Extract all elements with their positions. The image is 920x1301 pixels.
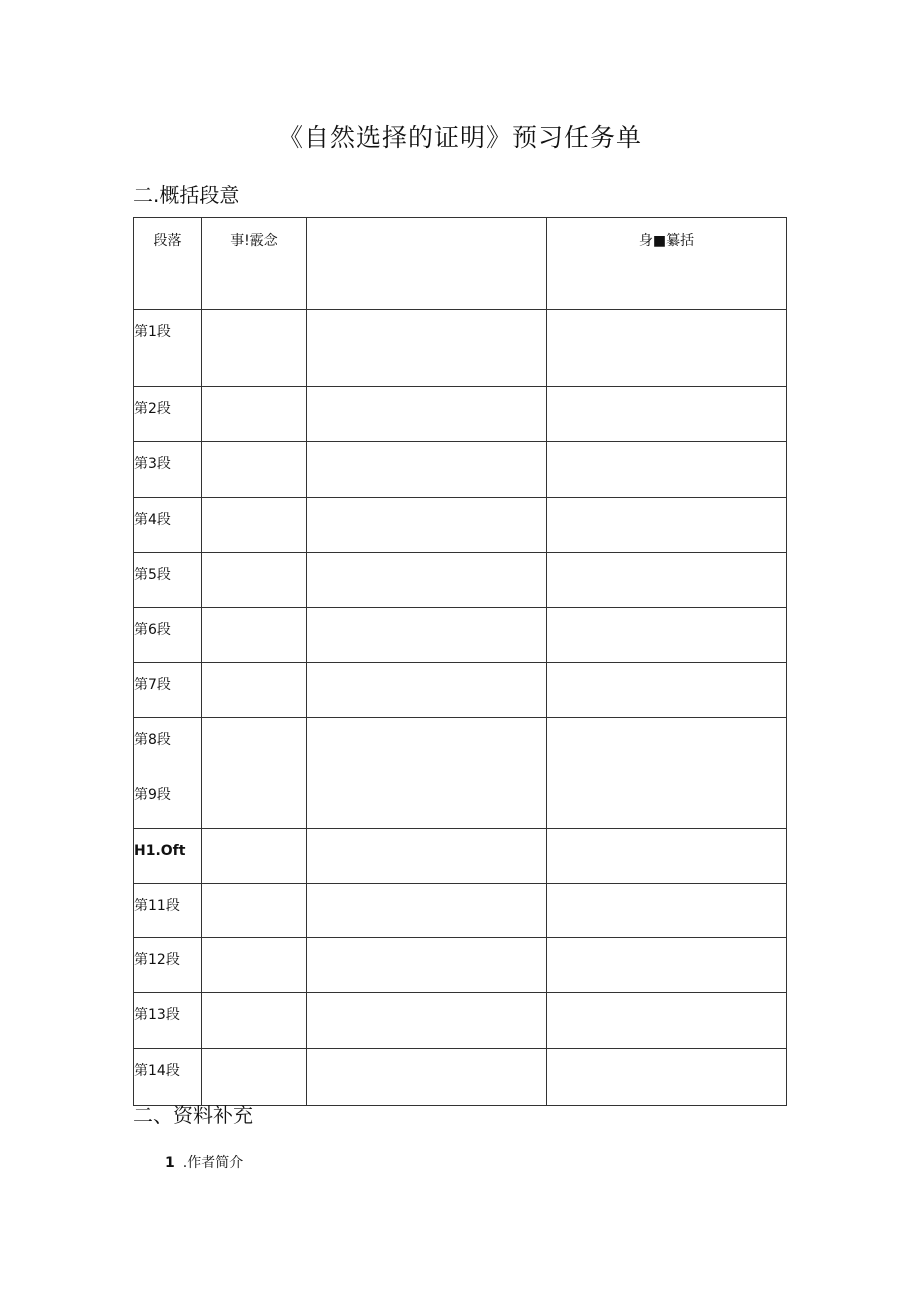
row-label: 第7段	[134, 663, 202, 718]
row-label: 第2段	[134, 387, 202, 442]
header-paragraph: 段落	[134, 218, 202, 310]
row-label: 第13段	[134, 993, 202, 1049]
keyword-cell[interactable]	[202, 387, 307, 442]
keyword-cell[interactable]	[202, 884, 307, 938]
table-row	[134, 829, 787, 884]
keyword-cell[interactable]	[202, 553, 307, 608]
keyword-cell[interactable]	[202, 310, 307, 387]
keyword-cell[interactable]	[202, 938, 307, 993]
table-row	[134, 993, 787, 1049]
summary-cell[interactable]	[547, 993, 787, 1049]
blank-cell[interactable]	[307, 884, 547, 938]
table-row	[134, 608, 787, 663]
summary-cell[interactable]	[547, 829, 787, 884]
table-row	[134, 938, 787, 993]
blank-cell[interactable]	[307, 387, 547, 442]
keyword-cell[interactable]	[202, 1049, 307, 1106]
table-row	[134, 310, 787, 387]
row-label: 第8段	[134, 732, 171, 748]
row-label: 第12段	[134, 938, 202, 993]
table-row	[134, 663, 787, 718]
blank-cell[interactable]	[307, 663, 547, 718]
table-row	[134, 718, 787, 829]
blank-cell[interactable]	[307, 718, 547, 829]
keyword-cell[interactable]	[202, 608, 307, 663]
summary-cell[interactable]	[547, 663, 787, 718]
blank-cell[interactable]	[307, 1049, 547, 1106]
header-keywords: 事!霰念	[202, 218, 307, 310]
header-blank	[307, 218, 547, 310]
summary-cell[interactable]	[547, 608, 787, 663]
page-title: 《自然选择的证明》预习任务单	[277, 123, 642, 152]
blank-cell[interactable]	[307, 829, 547, 884]
keyword-cell[interactable]	[202, 498, 307, 553]
table-row	[134, 1049, 787, 1106]
blank-cell[interactable]	[307, 553, 547, 608]
section-heading-materials: 二、资料补充	[133, 1103, 253, 1127]
summary-cell[interactable]	[547, 498, 787, 553]
summary-cell[interactable]	[547, 310, 787, 387]
summary-cell[interactable]	[547, 387, 787, 442]
row-label: H1.Oft	[134, 829, 202, 884]
keyword-cell[interactable]	[202, 442, 307, 498]
table-row	[134, 553, 787, 608]
table-row	[134, 498, 787, 553]
keyword-cell[interactable]	[202, 993, 307, 1049]
list-item-author-intro	[165, 1152, 243, 1172]
summary-cell[interactable]	[547, 442, 787, 498]
blank-cell[interactable]	[307, 938, 547, 993]
blank-cell[interactable]	[307, 608, 547, 663]
list-item-number: 1	[165, 1155, 175, 1171]
row-label: 第14段	[134, 1049, 202, 1106]
row-label: 第5段	[134, 553, 202, 608]
row-label: 第9段	[134, 787, 171, 803]
summary-cell[interactable]	[547, 938, 787, 993]
summary-cell[interactable]	[547, 553, 787, 608]
table-row	[134, 387, 787, 442]
row-label: 第4段	[134, 498, 202, 553]
row-label: 第6段	[134, 608, 202, 663]
row-label: 第11段	[134, 884, 202, 938]
keyword-cell[interactable]	[202, 829, 307, 884]
blank-cell[interactable]	[307, 498, 547, 553]
blank-cell[interactable]	[307, 442, 547, 498]
table-row	[134, 884, 787, 938]
table-row	[134, 442, 787, 498]
summary-cell[interactable]	[547, 884, 787, 938]
blank-cell[interactable]	[307, 310, 547, 387]
row-label: 第1段	[134, 310, 202, 387]
keyword-cell[interactable]	[202, 718, 307, 829]
section-heading-summary: 二.概括段意	[133, 183, 240, 207]
row-label: 第3段	[134, 442, 202, 498]
summary-cell[interactable]	[547, 718, 787, 829]
row-label-merged	[134, 718, 202, 829]
keyword-cell[interactable]	[202, 663, 307, 718]
header-summary: 身■纂括	[547, 218, 787, 310]
summary-cell[interactable]	[547, 1049, 787, 1106]
table-header-row	[134, 218, 787, 310]
blank-cell[interactable]	[307, 993, 547, 1049]
list-item-text: .作者简介	[182, 1155, 244, 1171]
paragraph-summary-table	[133, 217, 787, 1106]
